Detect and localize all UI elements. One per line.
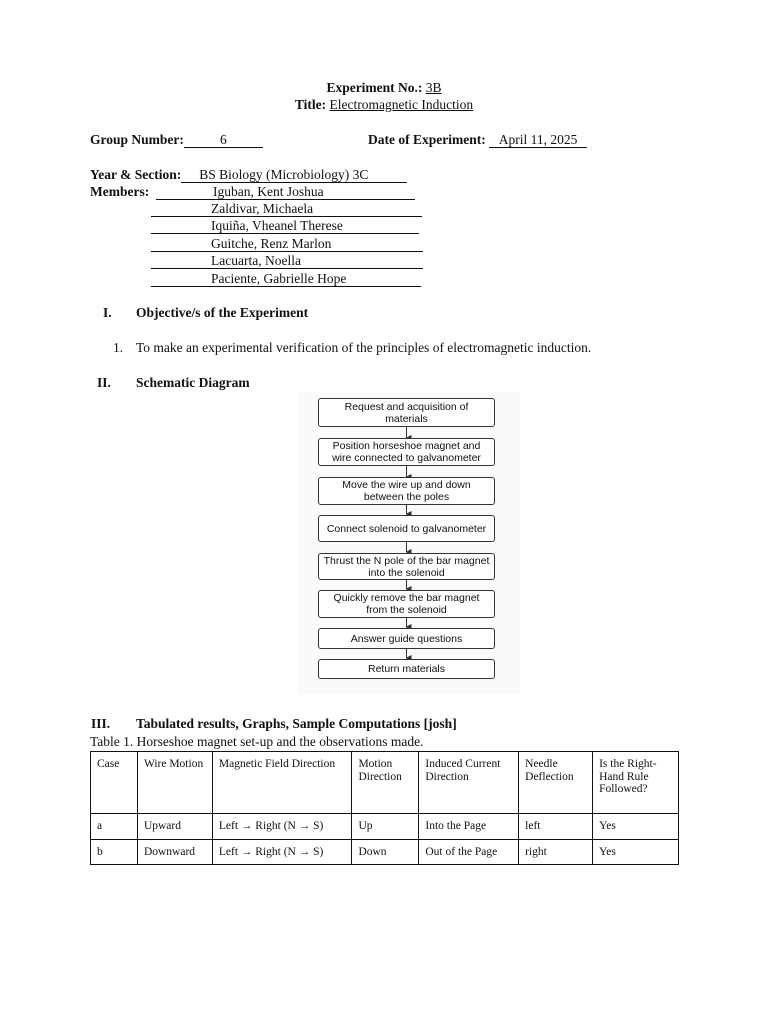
flow-step: Quickly remove the bar magnet from the solenoid <box>318 590 495 618</box>
member-name: Paciente, Gabrielle Hope <box>151 271 421 287</box>
section-2-number: II. <box>97 375 111 390</box>
section-3-title: Tabulated results, Graphs, Sample Computations [josh] <box>136 716 457 731</box>
table-caption: Table 1. Horseshoe magnet set-up and the observations made. <box>90 734 424 749</box>
year-section-label: Year & Section: <box>90 167 182 182</box>
table-cell: Into the Page <box>419 814 519 840</box>
date-label: Date of Experiment: <box>368 132 486 147</box>
flow-step: Connect solenoid to galvanometer <box>318 515 495 542</box>
flow-step: Answer guide questions <box>318 628 495 649</box>
members-label: Members: <box>90 184 150 199</box>
table-cell: Yes <box>593 814 679 840</box>
table-row <box>91 814 679 840</box>
results-table <box>90 751 679 865</box>
table-header-cell: Case <box>91 752 138 814</box>
member-row <box>151 271 421 287</box>
title-line <box>0 97 768 113</box>
section-1-title: Objective/s of the Experiment <box>136 305 309 320</box>
member-row <box>151 236 423 252</box>
table-cell: Upward <box>137 814 212 840</box>
table-row <box>91 839 679 865</box>
table-header-cell: Is the Right-Hand Rule Followed? <box>593 752 679 814</box>
date-value: April 11, 2025 <box>489 132 587 148</box>
table-cell: Out of the Page <box>419 839 519 865</box>
table-cell: Downward <box>137 839 212 865</box>
experiment-number-line <box>0 80 768 96</box>
table-header-row <box>91 752 679 814</box>
member-row <box>156 184 415 200</box>
table-header-cell: Induced Current Direction <box>419 752 519 814</box>
member-row <box>151 201 422 217</box>
objective-number: 1. <box>113 340 124 355</box>
year-section-value: BS Biology (Microbiology) 3C <box>181 167 407 183</box>
table-cell: Up <box>352 814 419 840</box>
member-row <box>151 218 419 234</box>
table-cell: Yes <box>593 839 679 865</box>
date-line <box>368 132 587 148</box>
table-cell: Down <box>352 839 419 865</box>
year-section-line <box>90 167 407 183</box>
group-number-label: Group Number: <box>90 132 184 147</box>
schematic-flowchart <box>298 392 520 694</box>
table-cell: b <box>91 839 138 865</box>
section-3-number: III. <box>91 716 111 731</box>
experiment-number-label: Experiment No.: <box>326 80 423 95</box>
table-header-cell: Magnetic Field Direction <box>212 752 352 814</box>
table-cell: Left → Right (N → S) <box>212 814 352 840</box>
table-header-cell: Motion Direction <box>352 752 419 814</box>
title-label: Title: <box>294 97 327 112</box>
flow-step: Request and acquisition of materials <box>318 398 495 427</box>
member-row <box>151 253 423 269</box>
experiment-number-value: 3B <box>425 80 442 95</box>
member-name: Zaldivar, Michaela <box>151 201 422 217</box>
objective-text: To make an experimental verification of the principles of electromagnetic induction. <box>136 340 592 355</box>
flow-step: Return materials <box>318 659 495 679</box>
title-value: Electromagnetic Induction <box>329 97 474 112</box>
table-header-cell: Needle Deflection <box>519 752 593 814</box>
section-2-title: Schematic Diagram <box>136 375 250 390</box>
member-name: Lacuarta, Noella <box>151 253 423 269</box>
table-cell: Left → Right (N → S) <box>212 839 352 865</box>
member-name: Guitche, Renz Marlon <box>151 236 423 252</box>
table-cell: a <box>91 814 138 840</box>
group-number-value: 6 <box>184 132 263 148</box>
table-header-cell: Wire Motion <box>137 752 212 814</box>
member-name: Iquiña, Vheanel Therese <box>151 218 419 234</box>
table-cell: left <box>519 814 593 840</box>
member-name: Iguban, Kent Joshua <box>156 184 415 200</box>
flow-step: Thrust the N pole of the bar magnet into the solenoid <box>318 553 495 580</box>
section-1-number: I. <box>103 305 112 320</box>
flow-step: Move the wire up and down between the poles <box>318 477 495 505</box>
table-cell: right <box>519 839 593 865</box>
flow-step: Position horseshoe magnet and wire connected to galvanometer <box>318 438 495 466</box>
group-number-line <box>90 132 263 148</box>
